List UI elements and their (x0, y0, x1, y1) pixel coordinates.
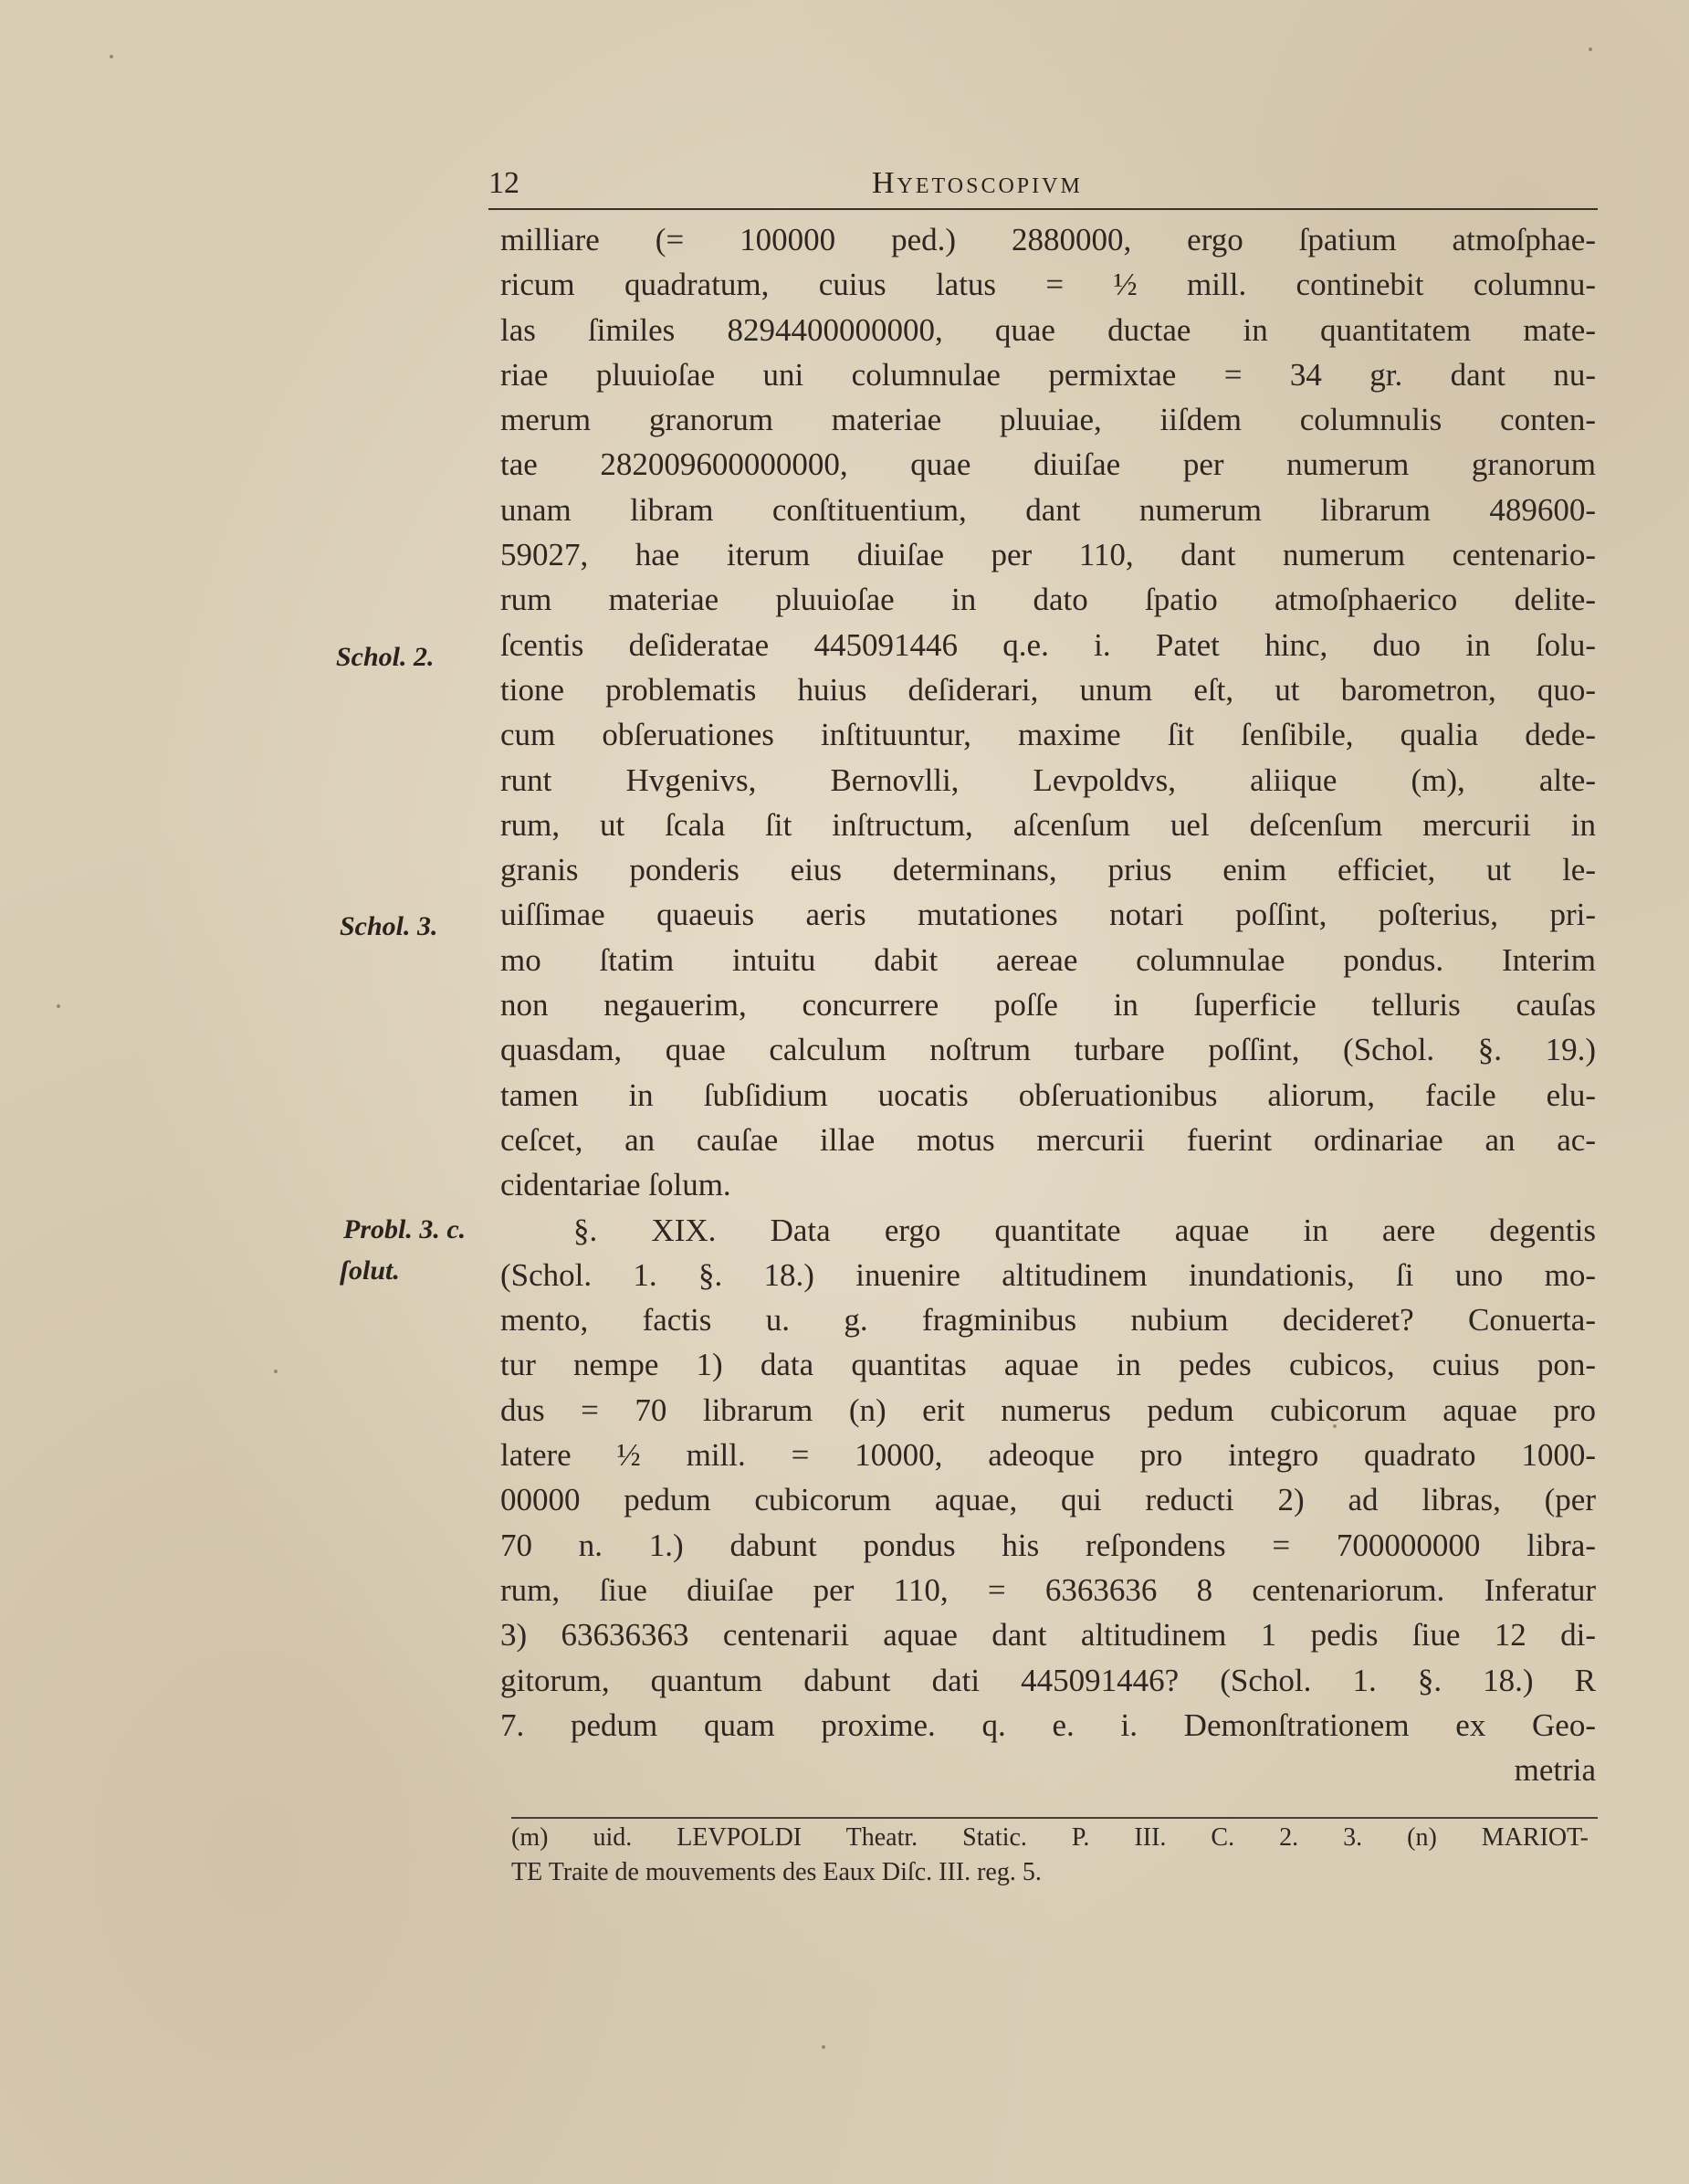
page-number: 12 (488, 166, 519, 200)
text-line: uiſſimae quaeuis aeris mutationes notari poſſint, poſterius, pri- (500, 897, 1596, 933)
text-line: (Schol. 1. §. 18.) inuenire altitudinem inundationis, ſi uno mo- (500, 1256, 1596, 1293)
text-line: cidentariae ſolum. (500, 1167, 731, 1203)
text-line: ſcentis deſideratae 445091446 q.e. i. Patet hinc, duo in ſolu- (500, 626, 1596, 663)
text-line: rum, ut ſcala ſit inſtructum, aſcenſum uel deſcenſum mercurii in (500, 806, 1596, 843)
text-line: quasdam, quae calculum noſtrum turbare poſſint, (Schol. §. 19.) (500, 1032, 1596, 1068)
text-line: 00000 pedum cubicorum aquae, qui reducti 2) ad libras, (per (500, 1482, 1596, 1518)
margin-note-scholion-2: Schol. 2. (336, 642, 435, 672)
text-line: tamen in ſubſidium uocatis obſeruationibus aliorum, facile elu- (500, 1076, 1596, 1113)
text-line: ceſcet, an cauſae illae motus mercurii fuerint ordinariae an ac- (500, 1121, 1596, 1158)
page-header (488, 164, 1598, 210)
paper-speck (822, 2045, 825, 2049)
text-line: dus = 70 librarum (n) erit numerus pedum cubicorum aquae pro (500, 1391, 1596, 1428)
footnote-line: (m) uid. LEVPOLDI Theatr. Static. P. III. C. 2. 3. (n) MARIOT- (511, 1823, 1589, 1852)
text-line: rum materiae pluuioſae in dato ſpatio atmoſphaerico delite- (500, 582, 1596, 618)
text-line: gitorum, quantum dabunt dati 445091446? (Schol. 1. §. 18.) R (500, 1662, 1596, 1698)
margin-note-problem: Probl. 3. c. (343, 1214, 467, 1244)
text-line: unam libram conſtituentium, dant numerum librarum 489600- (500, 491, 1596, 528)
text-line: merum granorum materiae pluuiae, iiſdem columnulis conten- (500, 402, 1596, 438)
text-line: granis ponderis eius determinans, prius enim efficiet, ut le- (500, 852, 1596, 888)
text-line: las ſimiles 8294400000000, quae ductae in quantitatem mate- (500, 311, 1596, 348)
text-line: 7. pedum quam proxime. q. e. i. Demonſtrationem ex Geo- (500, 1706, 1596, 1743)
text-line: 70 n. 1.) dabunt pondus his reſpondens = 700000000 libra- (500, 1527, 1596, 1563)
paper-speck (110, 55, 113, 58)
text-line: riae pluuioſae uni columnulae permixtae = 34 gr. dant nu- (500, 356, 1596, 393)
text-line: non negauerim, concurrere poſſe in ſuperficie telluris cauſas (500, 987, 1596, 1024)
section-heading-line: §. XIX. Data ergo quantitate aquae in aere degentis (573, 1212, 1596, 1248)
text-line: 3) 63636363 centenarii aquae dant altitudinem 1 pedis ſiue 12 di- (500, 1617, 1596, 1654)
margin-note-solution: ſolut. (340, 1255, 400, 1286)
margin-note-scholion-3: Schol. 3. (340, 911, 438, 941)
footnotes (511, 1821, 1589, 1890)
text-line: tione problematis huius deſiderari, unum eſt, ut barometron, quo- (500, 671, 1596, 708)
text-line: tae 282009600000000, quae diuiſae per numerum granorum (500, 446, 1596, 483)
text-line: ricum quadratum, cuius latus = ½ mill. continebit columnu- (500, 267, 1596, 303)
text-line: runt Hvgenivs, Bernovlli, Levpoldvs, aliique (m), alte- (500, 761, 1596, 798)
catchword: metria (1514, 1752, 1596, 1789)
text-line: latere ½ mill. = 10000, adeoque pro integro quadrato 1000- (500, 1437, 1596, 1474)
footnote-divider (511, 1817, 1598, 1819)
running-title: Hyetoscopivm (872, 166, 1083, 200)
paper-speck (1589, 47, 1592, 51)
text-line: cum obſeruationes inſtituuntur, maxime ſit ſenſibile, qualia dede- (500, 717, 1596, 753)
text-line: tur nempe 1) data quantitas aquae in pedes cubicos, cuius pon- (500, 1347, 1596, 1383)
text-line: 59027, hae iterum diuiſae per 110, dant numerum centenario- (500, 537, 1596, 573)
text-line: mento, factis u. g. fragminibus nubium decideret? Conuerta- (500, 1302, 1596, 1339)
text-line: mo ſtatim intuitu dabit aereae columnulae pondus. Interim (500, 941, 1596, 978)
paper-speck (274, 1370, 278, 1373)
text-line: milliare (= 100000 ped.) 2880000, ergo ſpatium atmoſphae- (500, 222, 1596, 257)
paper-speck (57, 1004, 60, 1008)
footnote-line: TE Traite de mouvements des Eaux Diſc. III. reg. 5. (511, 1858, 1042, 1886)
body-text (500, 217, 1596, 1792)
text-line: rum, ſiue diuiſae per 110, = 6363636 8 centenariorum. Inferatur (500, 1571, 1596, 1608)
